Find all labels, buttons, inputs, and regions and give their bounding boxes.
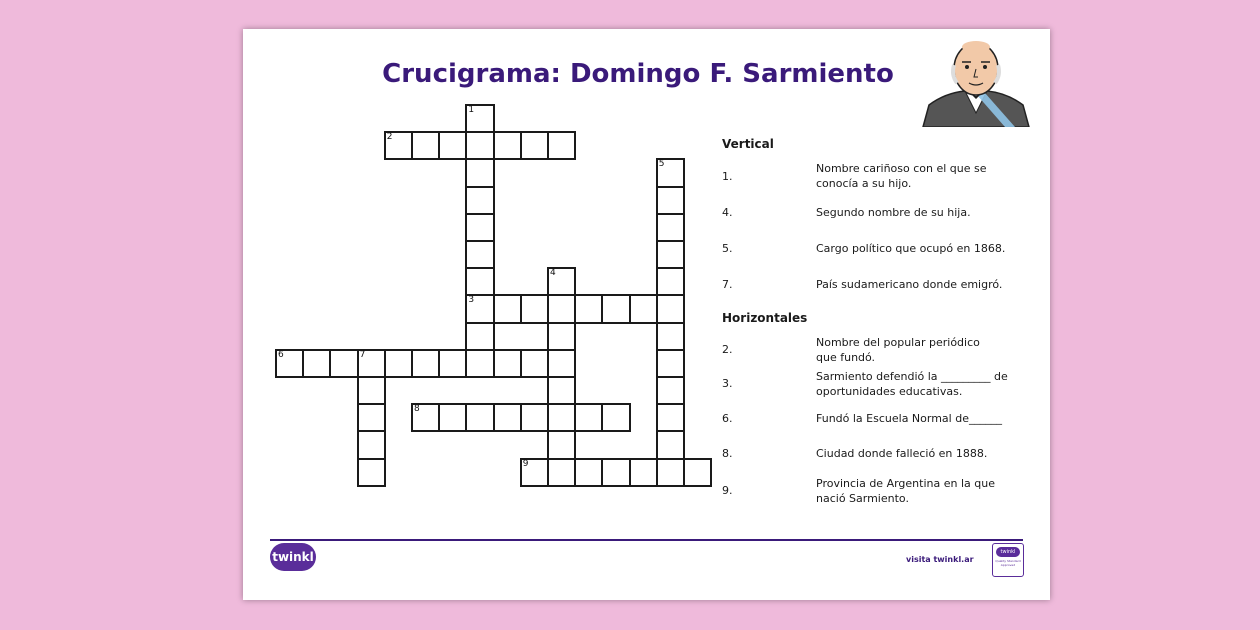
crossword-cell[interactable] <box>329 349 358 378</box>
clue-number-label: 1 <box>468 105 475 115</box>
crossword-cell[interactable] <box>411 403 440 432</box>
crossword-cell[interactable] <box>438 131 467 160</box>
crossword-cell[interactable] <box>465 349 494 378</box>
clue-number-label: 5 <box>658 159 665 170</box>
crossword-cell[interactable] <box>357 376 386 405</box>
crossword-cell[interactable] <box>574 294 603 323</box>
crossword-cell[interactable] <box>656 376 685 405</box>
clue-number: 8. <box>722 447 733 460</box>
footer-divider <box>270 539 1023 541</box>
crossword-cell[interactable] <box>629 458 658 487</box>
crossword-cell[interactable] <box>656 267 685 296</box>
crossword-cell[interactable] <box>683 458 712 487</box>
crossword-cell[interactable] <box>438 349 467 378</box>
crossword-cell[interactable] <box>656 213 685 242</box>
clue-number: 1. <box>722 170 733 183</box>
crossword-cell[interactable] <box>574 458 603 487</box>
crossword-cell[interactable] <box>520 131 549 160</box>
worksheet <box>243 29 1050 600</box>
badge-logo: twinkl <box>996 547 1020 557</box>
crossword-cell[interactable] <box>438 403 467 432</box>
crossword-cell[interactable] <box>384 131 413 160</box>
crossword-cell[interactable] <box>357 403 386 432</box>
crossword-cell[interactable] <box>547 294 576 323</box>
clue-number: 2. <box>722 343 733 356</box>
crossword-cell[interactable] <box>656 322 685 351</box>
clue-text: Ciudad donde falleció en 1888. <box>816 447 988 460</box>
crossword-cell[interactable] <box>601 458 630 487</box>
clue-text: Segundo nombre de su hija. <box>816 206 971 219</box>
crossword-cell[interactable] <box>493 294 522 323</box>
crossword-cell[interactable] <box>384 349 413 378</box>
crossword-cell[interactable] <box>465 104 494 133</box>
crossword-cell[interactable] <box>547 349 576 378</box>
page-title: Crucigrama: Domingo F. Sarmiento <box>382 59 894 89</box>
crossword-cell[interactable] <box>656 458 685 487</box>
clue-number-label: 7 <box>359 349 366 360</box>
clue-number: 3. <box>722 377 733 390</box>
clue-number: 5. <box>722 242 733 255</box>
crossword-cell[interactable] <box>275 349 304 378</box>
crossword-cell[interactable] <box>656 240 685 269</box>
crossword-cell[interactable] <box>547 131 576 160</box>
crossword-cell[interactable] <box>547 403 576 432</box>
crossword-cell[interactable] <box>656 349 685 378</box>
crossword-cell[interactable] <box>656 158 685 187</box>
visit-link[interactable]: visita twinkl.ar <box>906 555 974 564</box>
crossword-cell[interactable] <box>465 294 494 323</box>
clue-number-label: 9 <box>522 458 529 469</box>
clue-text: Provincia de Argentina en la que nació Sarmiento. <box>816 477 995 505</box>
crossword-cell[interactable] <box>411 131 440 160</box>
quality-badge <box>992 543 1024 577</box>
crossword-cell[interactable] <box>520 403 549 432</box>
clue-text: Nombre del popular periódico que fundó. <box>816 336 980 364</box>
crossword-cell[interactable] <box>493 131 522 160</box>
crossword-cell[interactable] <box>357 349 386 378</box>
clue-number-label: 6 <box>278 349 284 360</box>
clue-number: 6. <box>722 412 733 425</box>
clue-text: Nombre cariñoso con el que se conocía a su hijo. <box>816 162 987 190</box>
crossword-cell[interactable] <box>601 403 630 432</box>
crossword-cell[interactable] <box>520 349 549 378</box>
crossword-cell[interactable] <box>520 294 549 323</box>
clue-number: 7. <box>722 278 733 291</box>
clue-number-label: 8 <box>414 404 420 415</box>
crossword-cell[interactable] <box>465 158 494 187</box>
vertical-heading: Vertical <box>722 137 774 151</box>
crossword-cell[interactable] <box>465 186 494 215</box>
crossword-cell[interactable] <box>547 322 576 351</box>
crossword-cell[interactable] <box>465 322 494 351</box>
crossword-cell[interactable] <box>465 267 494 296</box>
crossword-cell[interactable] <box>629 294 658 323</box>
crossword-cell[interactable] <box>547 376 576 405</box>
crossword-cell[interactable] <box>656 294 685 323</box>
badge-text: Quality Standard Approved <box>995 559 1021 567</box>
crossword-cell[interactable] <box>574 403 603 432</box>
crossword-cell[interactable] <box>357 458 386 487</box>
crossword-cell[interactable] <box>656 186 685 215</box>
clue-number-label: 3 <box>468 295 475 306</box>
crossword-cell[interactable] <box>656 430 685 459</box>
crossword-cell[interactable] <box>357 430 386 459</box>
crossword-cell[interactable] <box>493 349 522 378</box>
crossword-cell[interactable] <box>465 240 494 269</box>
crossword-cell[interactable] <box>520 458 549 487</box>
crossword-cell[interactable] <box>465 213 494 242</box>
crossword-cell[interactable] <box>547 267 576 296</box>
horizontal-heading: Horizontales <box>722 311 808 325</box>
clue-number: 9. <box>722 484 733 497</box>
twinkl-logo: twinkl <box>270 543 316 571</box>
crossword-grid <box>243 29 1050 600</box>
clue-number-label: 4 <box>550 268 556 279</box>
clue-text: Fundó la Escuela Normal de______ <box>816 412 1002 425</box>
crossword-cell[interactable] <box>547 458 576 487</box>
crossword-cell[interactable] <box>601 294 630 323</box>
crossword-cell[interactable] <box>465 131 494 160</box>
clue-text: Cargo político que ocupó en 1868. <box>816 242 1006 255</box>
clue-number: 4. <box>722 206 733 219</box>
crossword-cell[interactable] <box>656 403 685 432</box>
crossword-cell[interactable] <box>493 403 522 432</box>
clue-text: Sarmiento defendió la _________ de oportunidades educativas. <box>816 370 1008 398</box>
crossword-cell[interactable] <box>411 349 440 378</box>
crossword-cell[interactable] <box>465 403 494 432</box>
crossword-cell[interactable] <box>547 430 576 459</box>
clue-number-label: 2 <box>386 132 393 143</box>
crossword-cell[interactable] <box>302 349 331 378</box>
clue-text: País sudamericano donde emigró. <box>816 278 1003 291</box>
